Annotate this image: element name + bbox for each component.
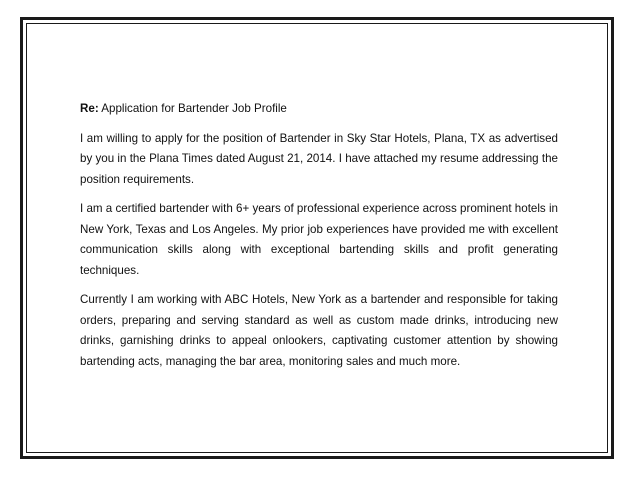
letter-body [80,99,558,381]
paragraph-experience: I am a certified bartender with 6+ years of professional experience across prominent hotels in New York, Texas and Los Angeles. My prior job experiences have provided me with excellent communication skills along with exceptional bartending skills and profit generating techniques. [80,202,558,277]
paragraph-current-role: Currently I am working with ABC Hotels, New York as a bartender and responsible for taking orders, preparing and serving standard as well as custom made drinks, introducing new drinks, garnishing drinks to appeal onlookers, captivating customer attention by showing bartending acts, managing the bar area, monitoring sales and much more. [80,293,558,368]
subject-line [80,99,558,120]
subject-text: Application for Bartender Job Profile [101,102,287,115]
paragraph-application: I am willing to apply for the position of Bartender in Sky Star Hotels, Plana, TX as advertised by you in the Plana Times dated August 21, 2014. I have attached my resume addressing the position requirements. [80,131,558,186]
subject-label: Re: [80,102,99,115]
